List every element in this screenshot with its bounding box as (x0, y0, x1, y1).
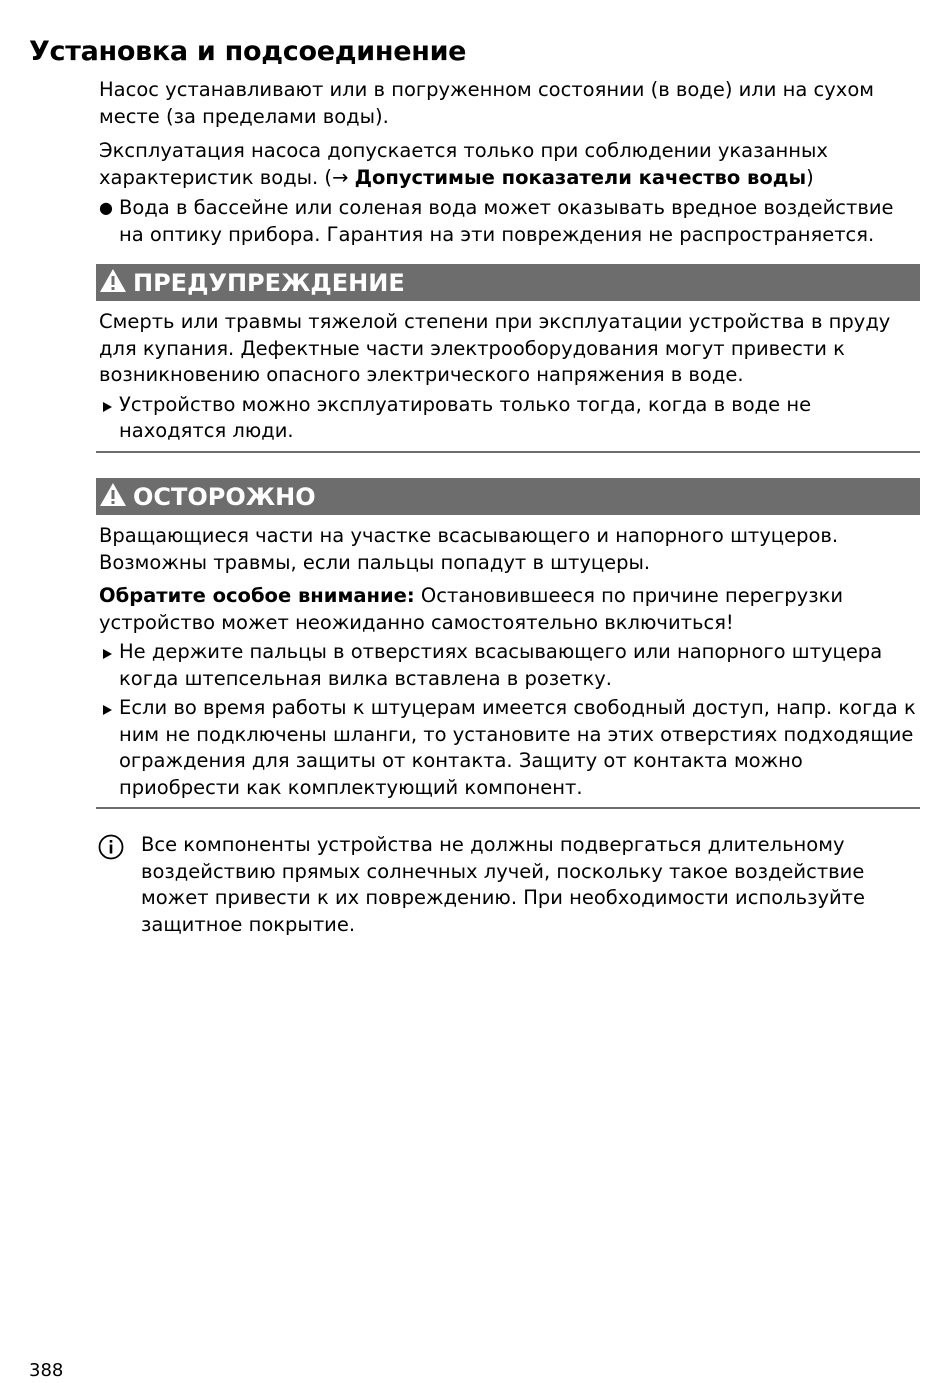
intro-section (96, 77, 920, 248)
warning-header (96, 264, 920, 301)
warning-triangle-icon (99, 480, 127, 518)
list-item (99, 639, 920, 692)
bullet-icon: ● (99, 198, 113, 217)
warning-box (96, 264, 920, 453)
intro-p2-prefix: Эксплуатация насоса допускается только при соблюдении указанных характеристик воды. (→ (99, 139, 828, 189)
attention-label: Обратите особое внимание: (99, 584, 415, 607)
caution-box (96, 478, 920, 809)
warning-text: Смерть или травмы тяжелой степени при эксплуатации устройства в пруду для купания. Дефектные части электрооборудования могут привести к возникновению опасного электрического напряжения в воде. (99, 310, 891, 386)
caution-header (96, 478, 920, 515)
intro-paragraph-1: Насос устанавливают или в погруженном состоянии (в воде) или на сухом месте (за пределами воды). (99, 78, 874, 128)
warning-action: Устройство можно эксплуатировать только тогда, когда в воде не находятся люди. (119, 392, 812, 442)
info-icon (98, 834, 124, 865)
warning-body (96, 301, 920, 453)
caution-action-1: Не держите пальцы в отверстиях всасывающего или напорного штуцера когда штепсельная вилка вставлена в розетку. (119, 640, 883, 690)
bullet-text: Вода в бассейне или соленая вода может оказывать вредное воздействие на оптику прибора. Гарантия на эти повреждения не распространяется. (119, 196, 894, 246)
page-title: Установка и подсоединение (29, 36, 467, 67)
list-item (96, 195, 920, 248)
note-text: Все компоненты устройства не должны подвергаться длительному воздействию прямых солнечных лучей, поскольку такое воздействие может привести к их повреждению. При необходимости используйте защитное покрытие. (141, 833, 866, 936)
arrow-right-icon (103, 649, 112, 659)
list-item (99, 392, 920, 445)
attention-text: Остановившееся по причине перегрузки устройство может неожиданно самостоятельно включиться! (99, 584, 844, 634)
note-block (98, 832, 918, 938)
arrow-right-icon (103, 402, 112, 412)
caution-text: Вращающиеся части на участке всасывающего и напорного штуцеров. Возможны травмы, если пальцы попадут в штуцеры. (99, 524, 839, 574)
water-quality-link[interactable]: Допустимые показатели качество воды (354, 165, 807, 189)
arrow-right-icon (103, 705, 112, 715)
caution-heading: ОСТОРОЖНО (133, 483, 316, 511)
caution-body (96, 515, 920, 809)
warning-heading: ПРЕДУПРЕЖДЕНИЕ (133, 269, 405, 297)
caution-action-2: Если во время работы к штуцерам имеется свободный доступ, напр. когда к ним не подключены шланги, то установите на этих отверстиях подходящие ограждения для защиты от контакта. Защиту от контакта можно приобрести как комплектующий компонент. (119, 696, 916, 799)
warning-triangle-icon (99, 266, 127, 304)
intro-p2-suffix: ) (806, 165, 814, 189)
intro-paragraph-2 (96, 138, 920, 191)
page-number: 388 (29, 1360, 64, 1381)
list-item (99, 695, 920, 801)
caution-attention (99, 583, 920, 636)
